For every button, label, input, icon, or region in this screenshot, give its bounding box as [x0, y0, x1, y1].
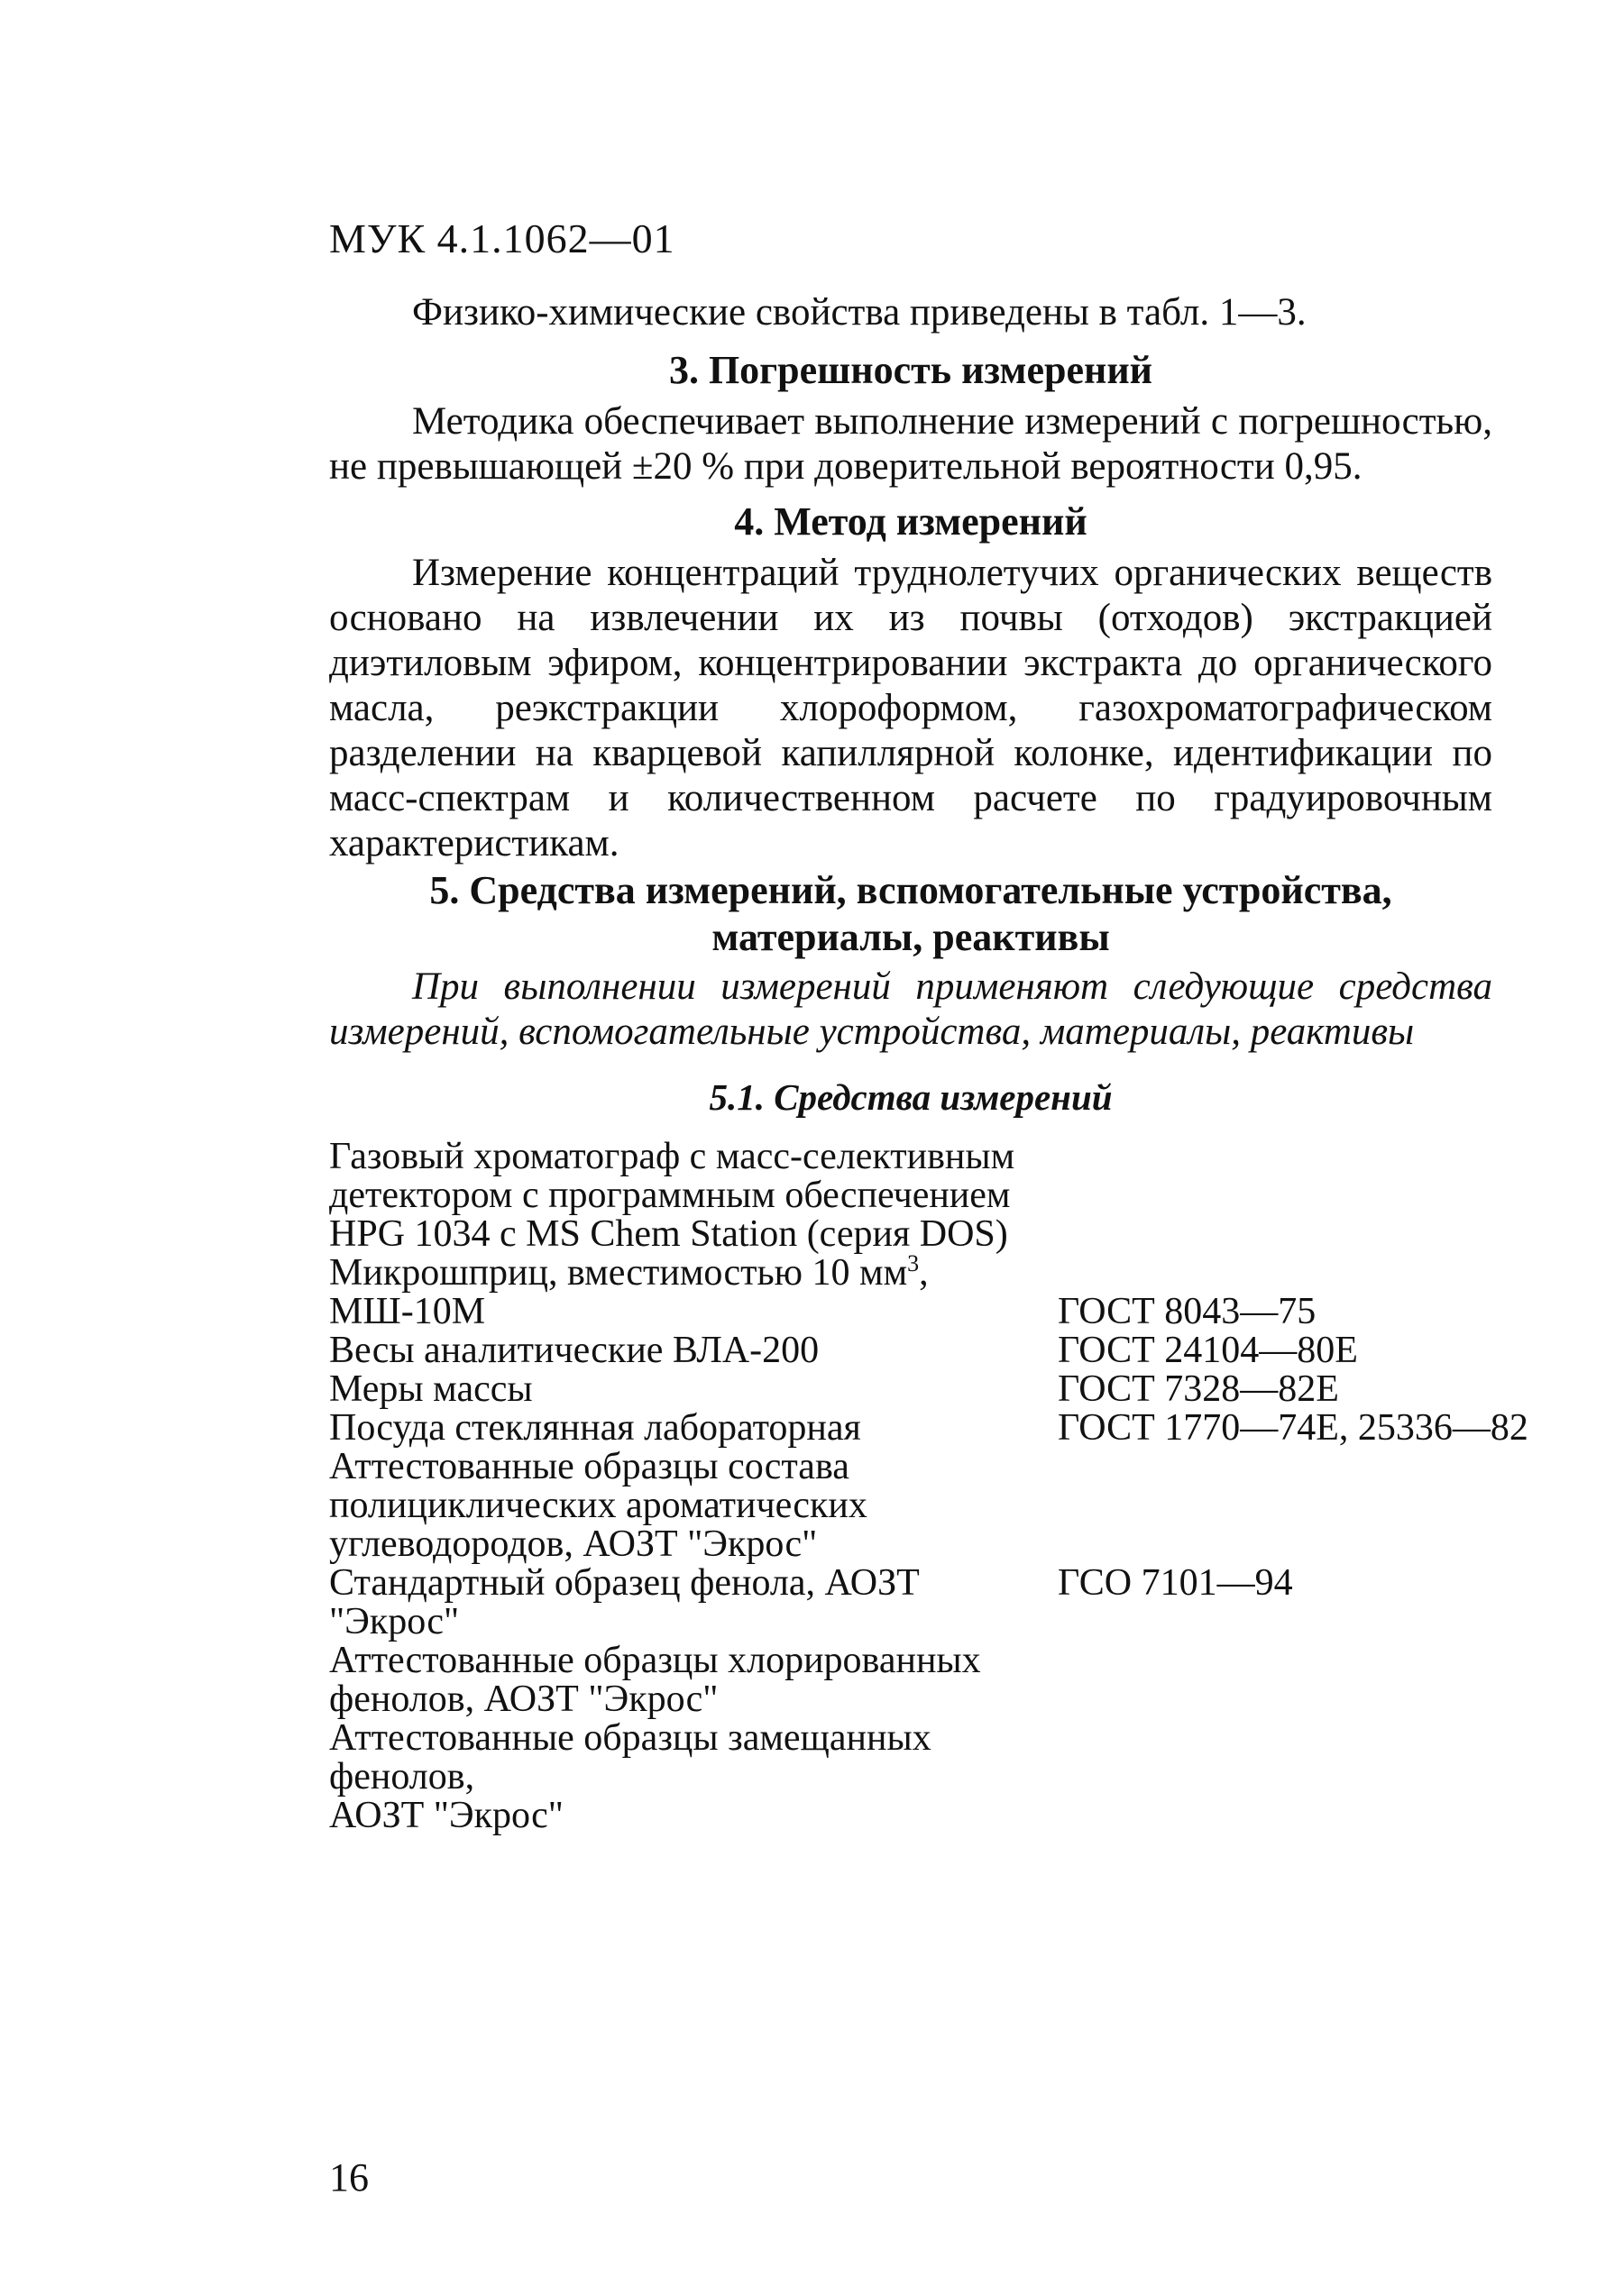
equipment-name [329, 1215, 1058, 1254]
equipment-row [329, 1176, 1519, 1215]
section-3 [329, 347, 1492, 489]
equipment-row [329, 1331, 1519, 1370]
equipment-name [329, 1331, 1058, 1370]
equipment-row [329, 1138, 1519, 1176]
equipment-name-text: детектором с программным обеспечением [329, 1175, 1011, 1216]
document-code: МУК 4.1.1062—01 [329, 215, 675, 261]
equipment-name-text: Посуда стеклянная лабораторная [329, 1407, 861, 1449]
section-4 [329, 499, 1492, 866]
equipment-row [329, 1407, 1528, 1449]
equipment-name [329, 1409, 1058, 1448]
equipment-name [329, 1525, 1058, 1564]
equipment-row [329, 1250, 1519, 1294]
equipment-row [329, 1215, 1519, 1254]
equipment-row [329, 1525, 1519, 1564]
equipment-standard: ГОСТ 24104—80Е [1058, 1330, 1358, 1371]
equipment-standard [1058, 1138, 1519, 1176]
subsection-5-1-title: 5.1. Средства измерений [709, 1076, 1113, 1118]
equipment-standard: ГСО 7101—94 [1058, 1562, 1293, 1604]
equipment-standard [1058, 1719, 1519, 1797]
equipment-standard [1058, 1680, 1519, 1719]
equipment-standard [1058, 1525, 1519, 1564]
section-5-paragraph: При выполнении измерений применяют следующие средства измерений, вспомогательные устройства, материалы, реактивы [329, 965, 1492, 1053]
intro-block [329, 290, 1492, 335]
equipment-row [329, 1680, 1519, 1719]
section-3-paragraph: Методика обеспечивает выполнение измерений с погрешностью, не превышающей ±20 % при доверительной вероятности 0,95. [329, 400, 1492, 488]
equipment-name [329, 1448, 1058, 1486]
section-4-paragraph: Измерение концентраций труднолетучих органических веществ основано на извлечении их из почвы (отходов) экстракцией диэтиловым эфиром, концентрировании экстракта до органического масла, реэкстракции хлороформом, газохроматографическом разделении на кварцевой капиллярной колонке, идентификации по масс-спектрам и количественном расчете по градуировочным характеристикам. [329, 552, 1492, 864]
equipment-name-superscript: 3 [907, 1250, 920, 1276]
equipment-row [329, 1564, 1519, 1642]
equipment-name-text: фенолов, АОЗТ "Экрос" [329, 1679, 719, 1720]
equipment-name-text: Газовый хроматограф с масс-селективным [329, 1136, 1015, 1177]
equipment-name-text: Аттестованные образцы хлорированных [329, 1640, 981, 1681]
equipment-row [329, 1370, 1519, 1409]
equipment-standard [1058, 1448, 1519, 1486]
equipment-name-text: Стандартный образец фенола, АОЗТ "Экрос" [329, 1562, 920, 1642]
equipment-name-text: Весы аналитические ВЛА-200 [329, 1330, 820, 1371]
equipment-name [329, 1370, 1058, 1409]
equipment-standard [1058, 1797, 1519, 1835]
equipment-standard: ГОСТ 8043—75 [1058, 1291, 1317, 1332]
intro-paragraph: Физико-химические свойства приведены в табл. 1—3. [412, 291, 1307, 334]
equipment-row [329, 1719, 1519, 1797]
equipment-name [329, 1176, 1058, 1215]
equipment-name-text: Микрошприц, вместимостью 10 мм [329, 1252, 908, 1294]
equipment-standard: ГОСТ 7328—82Е [1058, 1368, 1339, 1410]
equipment-row [329, 1642, 1519, 1680]
equipment-row [329, 1797, 1519, 1835]
equipment-name [329, 1293, 1058, 1331]
equipment-name [329, 1642, 1058, 1680]
equipment-name [329, 1138, 1058, 1176]
equipment-standard [1058, 1254, 1519, 1293]
equipment-name-text: HPG 1034 с MS Chem Station (серия DOS) [329, 1213, 1008, 1255]
equipment-name [329, 1797, 1058, 1835]
equipment-name-text: АОЗТ "Экрос" [329, 1795, 564, 1836]
equipment-row [329, 1448, 1519, 1486]
equipment-row [329, 1293, 1519, 1331]
section-4-title: 4. Метод измерений [734, 499, 1087, 544]
equipment-name-text: Аттестованные образцы состава [329, 1446, 849, 1487]
equipment-row [329, 1486, 1519, 1525]
equipment-name-text: МШ-10М [329, 1291, 486, 1332]
section-5-title-line2: материалы, реактивы [711, 915, 1110, 959]
equipment-name-text: Аттестованные образцы замещанных фенолов, [329, 1717, 931, 1797]
equipment-standard [1058, 1486, 1519, 1525]
equipment-name-text: Меры массы [329, 1368, 533, 1410]
equipment-standard [1058, 1215, 1519, 1254]
section-5 [329, 867, 1492, 1120]
equipment-name [329, 1680, 1058, 1719]
equipment-name-suffix: , [919, 1252, 929, 1294]
equipment-standard [1058, 1642, 1519, 1680]
equipment-standard [1058, 1176, 1519, 1215]
section-3-title: 3. Погрешность измерений [668, 348, 1153, 392]
equipment-name [329, 1564, 1058, 1642]
equipment-name-text: углеводородов, АОЗТ "Экрос" [329, 1523, 818, 1565]
equipment-name-text: полициклических ароматических [329, 1485, 867, 1526]
equipment-name [329, 1250, 1058, 1294]
page-number: 16 [329, 2155, 369, 2200]
equipment-list [329, 1136, 1528, 1836]
equipment-standard: ГОСТ 1770—74Е, 25336—82 [1058, 1407, 1528, 1449]
equipment-name [329, 1719, 1058, 1797]
equipment-name [329, 1486, 1058, 1525]
section-5-title-line1: 5. Средства измерений, вспомогательные устройства, [429, 868, 1392, 912]
